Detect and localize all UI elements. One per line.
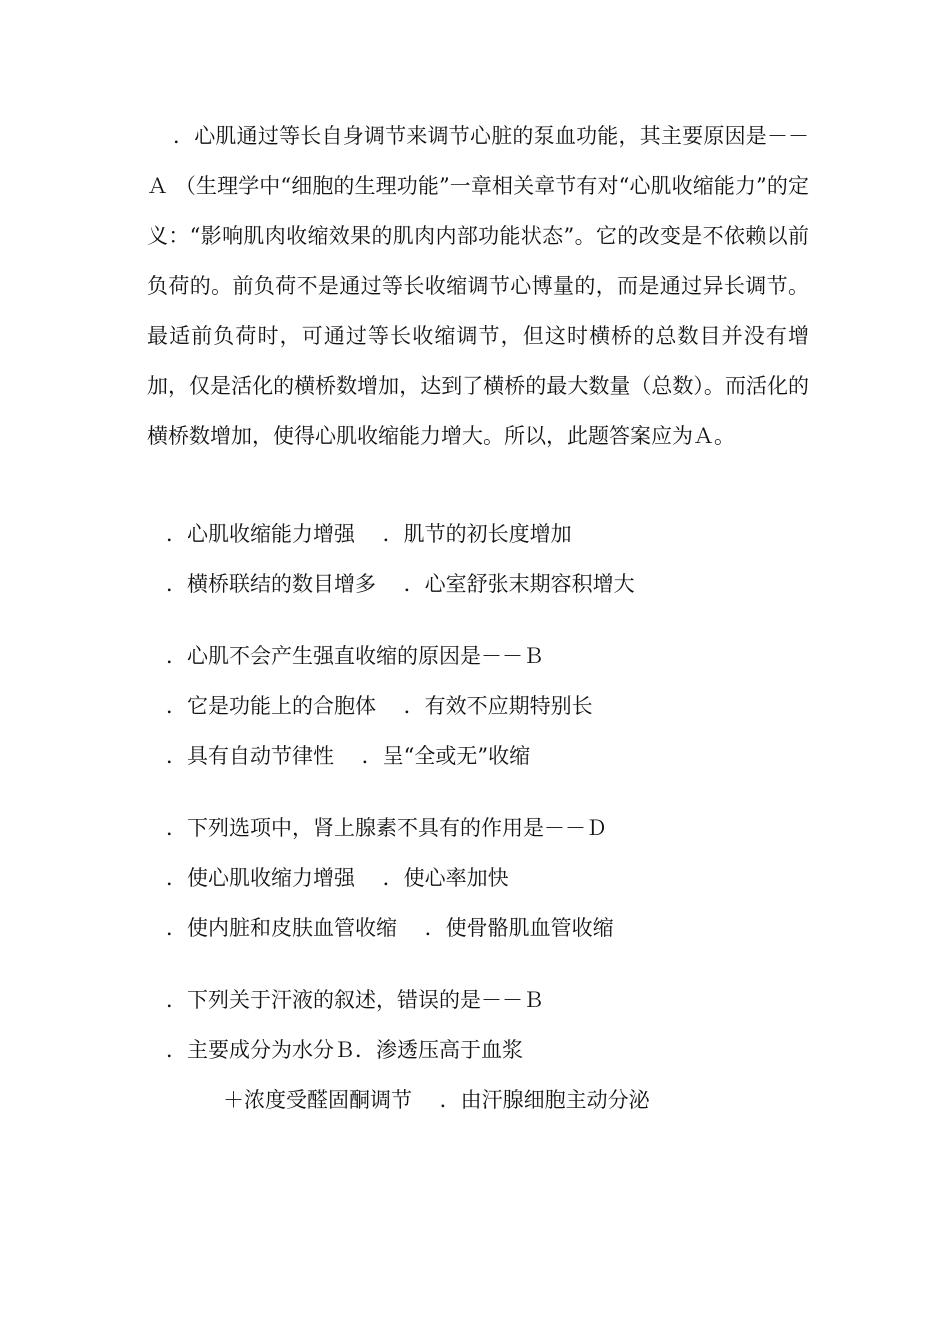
- question-1-options-line-2: ．横桥联结的数目增多 ．心室舒张末期容积增大: [166, 572, 635, 596]
- question-1-options-line-1: ．心肌收缩能力增强 ．肌节的初长度增加: [166, 522, 572, 546]
- question-4-options-line-1: ．主要成分为水分Ｂ．渗透压高于血浆: [166, 1038, 523, 1062]
- question-2-options-line-1: ．它是功能上的合胞体 ．有效不应期特别长: [166, 694, 593, 718]
- question-2-options-line-2: ．具有自动节律性 ．呈“全或无”收缩: [166, 744, 531, 768]
- question-3-stem: ．下列选项中，肾上腺素不具有的作用是－－Ｄ: [166, 816, 607, 840]
- question-4-options-line-2: ＋浓度受醛固酮调节 ．由汗腺细胞主动分泌: [223, 1088, 650, 1112]
- question-4-stem: ．下列关于汗液的叙述，错误的是－－Ｂ: [166, 988, 544, 1012]
- question-1-paragraph: ．心肌通过等长自身调节来调节心脏的泵血功能，其主要原因是－－Ａ （生理学中“细胞的生理功能”一章相关章节有对“心肌收缩能力”的定义：“影响肌肉收缩效果的肌肉内部功能状态”。它的改变是不依赖以前负荷的。前负荷不是通过等长收缩调节心博量的，而是通过异长调节。最适前负荷时，可通过等长收缩调节，但这时横桥的总数目并没有增加，仅是活化的横桥数增加，达到了横桥的最大数量（总数）。而活化的横桥数增加，使得心肌收缩能力增大。所以，此题答案应为Ａ。: [147, 124, 809, 448]
- question-2-stem: ．心肌不会产生强直收缩的原因是－－Ｂ: [166, 644, 544, 668]
- question-3-options-line-1: ．使心肌收缩力增强 ．使心率加快: [166, 866, 509, 890]
- question-3-options-line-2: ．使内脏和皮肤血管收缩 ．使骨骼肌血管收缩: [166, 916, 614, 940]
